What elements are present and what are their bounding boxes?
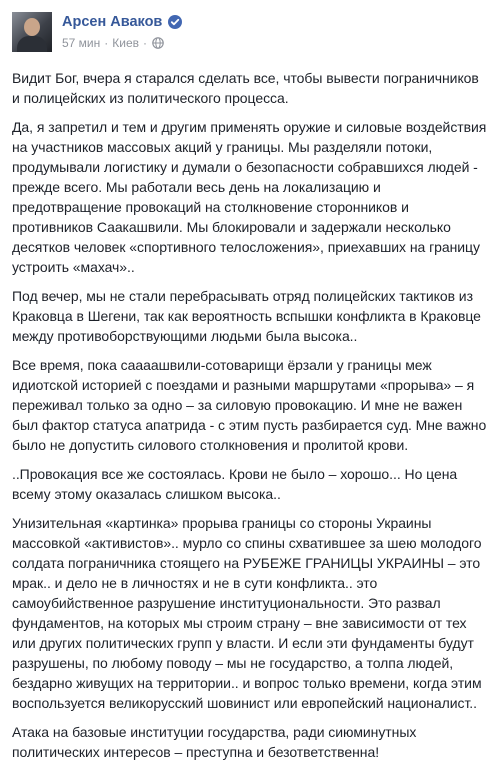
post-paragraph: Все время, пока саааашвили-сотоварищи ёрзали у границы меж идиотской историей с поездами и разными маршрутами «прорыва» – я переживал только за одно – за силовую провокацию. И мне не важен был фактор статуса апатрида - с этим пусть разбирается суд. Мне важно было не допустить силового столкновения и пролитой крови. xyxy=(12,357,487,453)
verified-badge-icon xyxy=(168,15,182,29)
post-paragraph: Атака на базовые институции государства, ради сиюминутных политических интересов – преступна и безответственна! xyxy=(12,724,417,760)
author-avatar[interactable] xyxy=(12,12,52,52)
meta-separator: · xyxy=(104,36,109,50)
globe-icon[interactable] xyxy=(152,37,164,49)
post-header xyxy=(0,0,502,60)
post-paragraph: ..Провокация все же состоялась. Крови не было – хорошо... Но цена всему этому оказалась слишком высока.. xyxy=(12,466,458,502)
post-location-link[interactable]: Киев xyxy=(112,36,140,50)
meta-separator: · xyxy=(143,36,148,50)
post-paragraph: Унизительная «картинка» прорыва границы со стороны Украины массовкой «активистов».. мурло со спины схватившее за шею молодого солдата пограничника стоящего на РУБЕЖЕ ГРАНИЦЫ УКРАИНЫ – это мрак.. и дело не в личностях и не в сути конфликта.. это самоубийственное разрушение институциональности. Это развал фундаментов, на которых мы строим страну – вне зависимости от тех или других политических групп у власти. И если эти фундаменты будут разрушены, по любому поводу – мы не государство, а толпа людей, бездарно живущих на территории.. и вопрос только времени, когда этим воспользуется великорусский шовинист или европейский националист.. xyxy=(12,515,482,711)
post-paragraph: Видит Бог, вчера я старался сделать все, чтобы вывести пограничников и полицейских из политического процесса. xyxy=(12,70,479,106)
post-meta xyxy=(62,36,164,50)
post-body xyxy=(0,68,502,762)
author-name-link[interactable]: Арсен Аваков xyxy=(62,14,163,30)
author-line xyxy=(62,14,182,30)
post-paragraph: Под вечер, мы не стали перебрасывать отряд полицейских тактиков из Краковца в Шегени, так как вероятность вспышки конфликта в Краковце между противоборствующими людьми была высока.. xyxy=(12,288,481,344)
post-paragraph: Да, я запретил и тем и другим применять оружие и силовые воздействия на участников массовых акций у границы. Мы разделяли потоки, продумывали логистику и думали о безопасности собравшихся людей - прежде всего. Мы работали весь день на локализацию и предотвращение провокаций на столкновение сторонников и противников Саакашвили. Мы блокировали и задержали несколько десятков человек «спортивного телосложения», приехавших на границу устроить «махач».. xyxy=(12,119,487,275)
post-timestamp-link[interactable]: 57 мин xyxy=(62,36,101,50)
